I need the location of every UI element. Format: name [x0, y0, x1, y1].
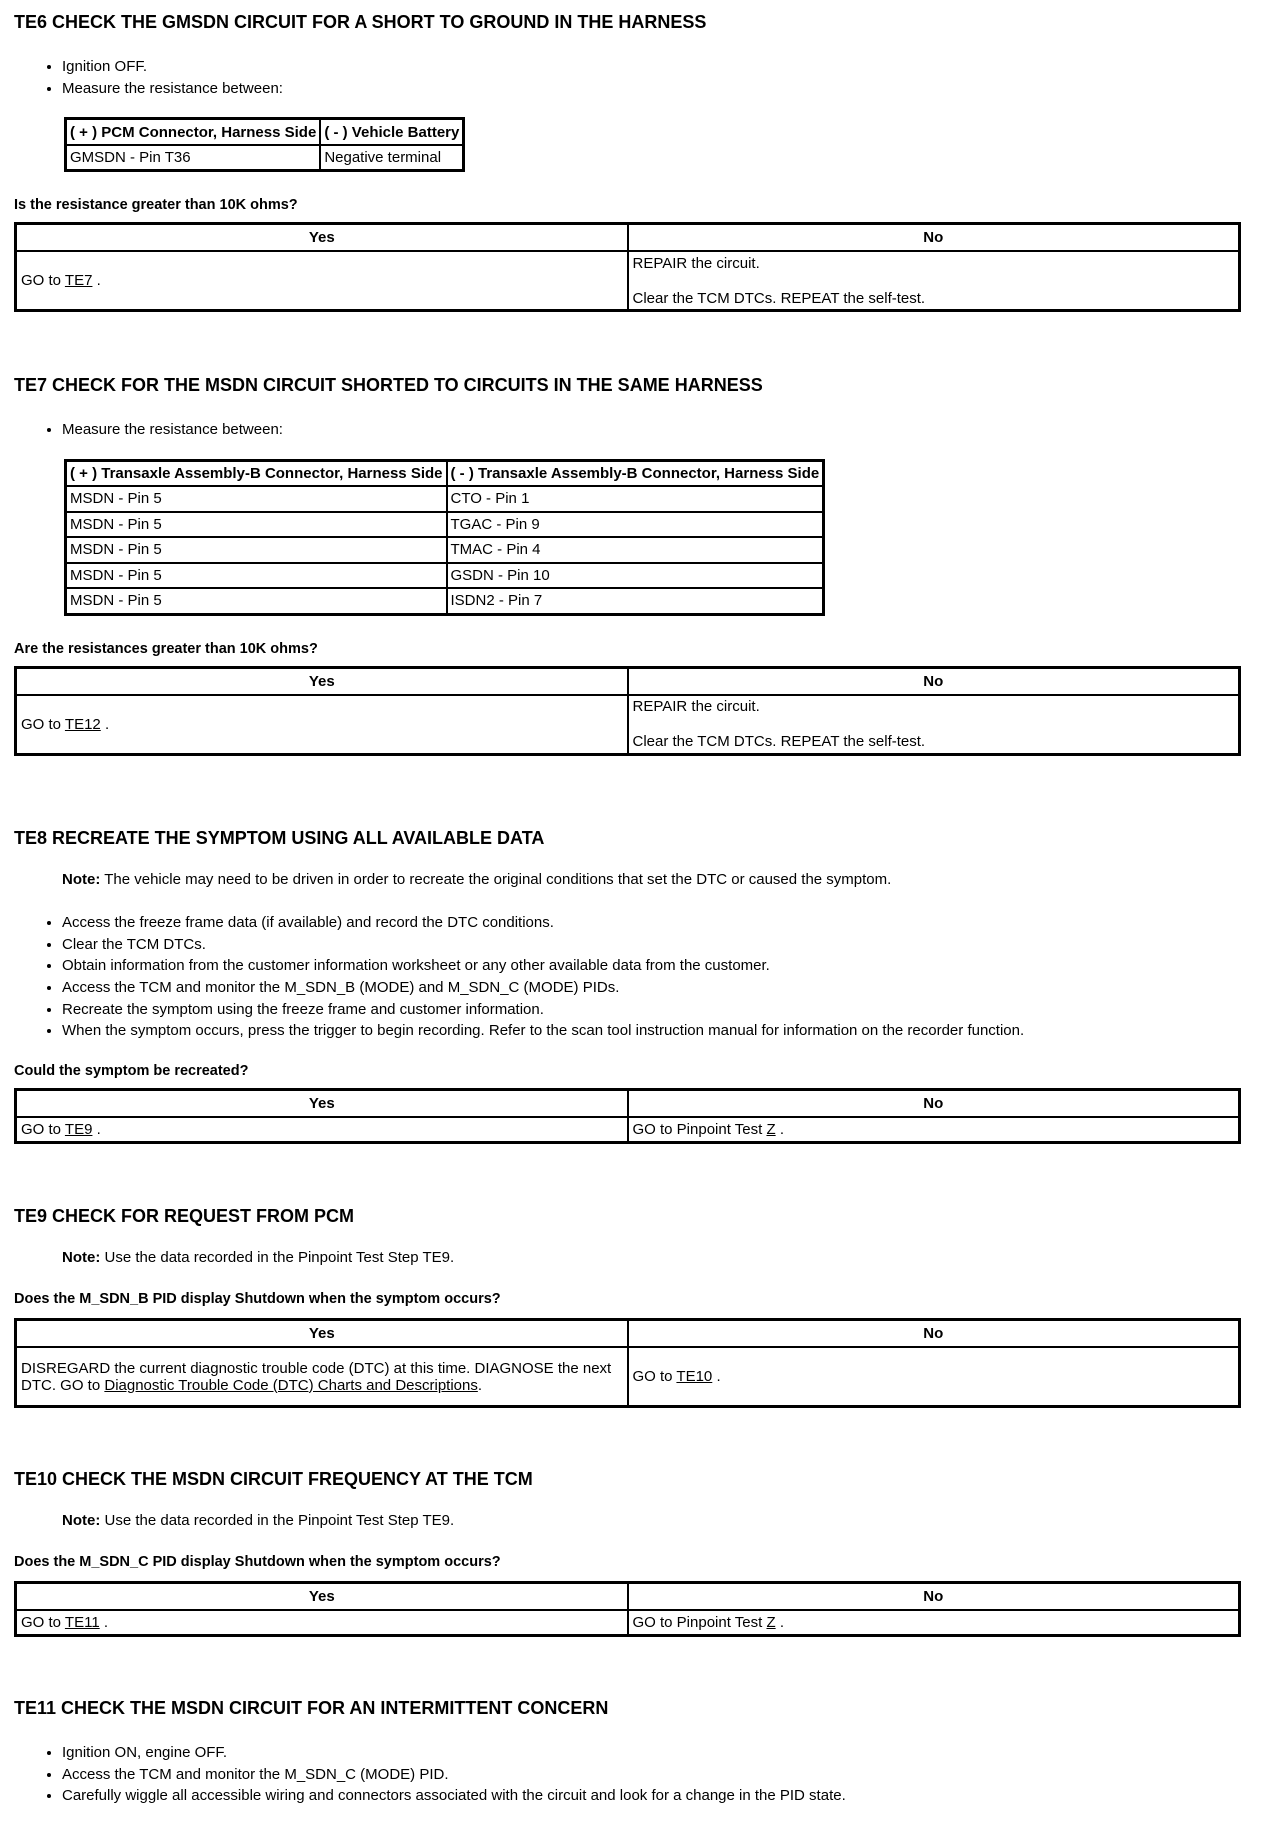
- question: Does the M_SDN_B PID display Shutdown when the symptom occurs?: [14, 1291, 501, 1307]
- cell-text: .: [779, 1121, 784, 1139]
- note-text: Use the data recorded in the Pinpoint Test Step TE9.: [100, 1512, 455, 1529]
- instruction-list: [14, 419, 1241, 441]
- yes-header: Yes: [16, 667, 628, 695]
- yes-cell: [16, 695, 628, 755]
- no-header: No: [628, 1583, 1240, 1611]
- step-title: TE10 CHECK THE MSDN CIRCUIT FREQUENCY AT THE TCM: [14, 1469, 533, 1489]
- cell-text: Clear the TCM DTCs. REPEAT the self-test.: [632, 733, 926, 751]
- list-item: • Access the TCM and monitor the M_SDN_B (MODE) and M_SDN_C (MODE) PIDs.: [62, 977, 1241, 999]
- cell-text: .: [716, 1368, 721, 1385]
- no-cell: [628, 1117, 1240, 1143]
- cell-text: REPAIR the circuit.: [632, 254, 760, 272]
- yes-header: Yes: [16, 224, 628, 252]
- question: Is the resistance greater than 10K ohms?: [14, 197, 298, 214]
- list-item: • Measure the resistance between:: [62, 419, 1241, 441]
- step-te9: [14, 1204, 1241, 1408]
- note: [62, 1247, 1241, 1269]
- note-label: Note:: [62, 1512, 101, 1529]
- step-te11: [14, 1696, 1241, 1807]
- note-text: Use the data recorded in the Pinpoint Test Step TE9.: [100, 1249, 455, 1266]
- step-title: TE7 CHECK FOR THE MSDN CIRCUIT SHORTED TO CIRCUITS IN THE SAME HARNESS: [14, 375, 763, 395]
- link-te9[interactable]: TE9: [64, 1121, 93, 1139]
- instruction-list: [14, 912, 1241, 1042]
- table-cell: Negative terminal: [320, 145, 464, 171]
- note-text: The vehicle may need to be driven in order to recreate the original conditions that set the DTC or caused the symptom.: [100, 871, 892, 888]
- list-item: • Access the TCM and monitor the M_SDN_C (MODE) PID.: [62, 1764, 1241, 1786]
- question: Are the resistances greater than 10K ohms?: [14, 640, 318, 657]
- note-label: Note:: [62, 1249, 101, 1266]
- step-title: TE6 CHECK THE GMSDN CIRCUIT FOR A SHORT TO GROUND IN THE HARNESS: [14, 12, 707, 32]
- table-row: [16, 1610, 1240, 1636]
- note: [62, 869, 1241, 891]
- list-item: • Obtain information from the customer information worksheet or any other available data from the customer.: [62, 955, 1241, 977]
- column-header: ( - ) Transaxle Assembly-B Connector, Harness Side: [447, 460, 824, 486]
- yes-cell: [16, 251, 628, 311]
- cell-text: GO to: [21, 272, 62, 290]
- table-cell: GSDN - Pin 10: [447, 563, 824, 589]
- cell-text: .: [96, 272, 101, 290]
- yes-header: Yes: [16, 1090, 628, 1118]
- cell-text: .: [779, 1614, 784, 1631]
- link-pinpoint-test-z[interactable]: Z: [766, 1614, 776, 1631]
- cell-text: DISREGARD the current diagnostic trouble code (DTC) at this time. DIAGNOSE the next DTC. GO to: [21, 1359, 612, 1394]
- step-te10: [14, 1467, 1241, 1637]
- column-header: ( + ) PCM Connector, Harness Side: [66, 119, 321, 145]
- table-row: [66, 537, 824, 563]
- list-item: • When the symptom occurs, press the trigger to begin recording. Refer to the scan tool instruction manual for information on the recorder function.: [62, 1020, 1241, 1042]
- no-cell: [628, 1347, 1240, 1407]
- link-dtc-charts[interactable]: Diagnostic Trouble Code (DTC) Charts and Descriptions: [104, 1376, 478, 1394]
- instruction-list: [14, 1742, 1241, 1807]
- link-te7[interactable]: TE7: [64, 272, 93, 290]
- yes-cell: [16, 1347, 628, 1407]
- step-title: TE11 CHECK THE MSDN CIRCUIT FOR AN INTERMITTENT CONCERN: [14, 1698, 609, 1718]
- cell-text: GO to: [21, 715, 62, 733]
- table-cell: MSDN - Pin 5: [66, 563, 447, 589]
- cell-text: GO to: [21, 1614, 62, 1631]
- list-item: • Carefully wiggle all accessible wiring and connectors associated with the circuit and look for a change in the PID state.: [62, 1785, 1241, 1807]
- step-title: TE9 CHECK FOR REQUEST FROM PCM: [14, 1206, 355, 1226]
- measurement-table: [64, 459, 825, 616]
- table-cell: MSDN - Pin 5: [66, 537, 447, 563]
- yes-no-table: [14, 1318, 1241, 1408]
- table-cell: ISDN2 - Pin 7: [447, 588, 824, 614]
- table-row: [16, 1117, 1240, 1143]
- cell-text: .: [103, 1614, 109, 1631]
- list-item: • Ignition ON, engine OFF.: [62, 1742, 1241, 1764]
- table-cell: TGAC - Pin 9: [447, 512, 824, 538]
- table-cell: MSDN - Pin 5: [66, 588, 447, 614]
- instruction-list: [14, 56, 1241, 99]
- table-cell: CTO - Pin 1: [447, 486, 824, 512]
- link-te11[interactable]: TE11: [64, 1614, 100, 1631]
- cell-text: .: [477, 1376, 483, 1394]
- note: [62, 1510, 1241, 1532]
- yes-cell: [16, 1610, 628, 1636]
- link-te10[interactable]: TE10: [676, 1368, 713, 1385]
- table-cell: MSDN - Pin 5: [66, 486, 447, 512]
- measurement-table: [64, 117, 465, 172]
- yes-no-table: [14, 222, 1241, 312]
- table-row: [66, 145, 464, 171]
- yes-no-table: [14, 1088, 1241, 1144]
- yes-no-table: [14, 666, 1241, 756]
- no-header: No: [628, 667, 1240, 695]
- cell-text: Clear the TCM DTCs. REPEAT the self-test.: [632, 289, 926, 307]
- link-te12[interactable]: TE12: [64, 715, 101, 733]
- cell-text: .: [96, 1121, 101, 1139]
- column-header: ( + ) Transaxle Assembly-B Connector, Harness Side: [66, 460, 447, 486]
- table-row: [66, 512, 824, 538]
- no-header: No: [628, 224, 1240, 252]
- list-item: • Access the freeze frame data (if available) and record the DTC conditions.: [62, 912, 1241, 934]
- table-row: [16, 1347, 1240, 1407]
- no-header: No: [628, 1090, 1240, 1118]
- no-header: No: [628, 1320, 1240, 1348]
- table-cell: TMAC - Pin 4: [447, 537, 824, 563]
- cell-text: GO to: [632, 1368, 673, 1385]
- list-item: • Measure the resistance between:: [62, 78, 1241, 100]
- step-te8: [14, 826, 1241, 1144]
- cell-text: GO to: [21, 1121, 62, 1139]
- yes-cell: [16, 1117, 628, 1143]
- table-row: [66, 486, 824, 512]
- table-row: [66, 588, 824, 614]
- yes-header: Yes: [16, 1320, 628, 1348]
- table-cell: MSDN - Pin 5: [66, 512, 447, 538]
- no-cell: [628, 251, 1240, 311]
- table-row: [16, 251, 1240, 311]
- yes-header: Yes: [16, 1583, 628, 1611]
- no-cell: [628, 695, 1240, 755]
- yes-no-table: [14, 1581, 1241, 1637]
- table-row: [66, 563, 824, 589]
- question: Could the symptom be recreated?: [14, 1063, 249, 1080]
- no-cell: [628, 1610, 1240, 1636]
- question: Does the M_SDN_C PID display Shutdown when the symptom occurs?: [14, 1554, 501, 1570]
- note-label: Note:: [62, 871, 101, 888]
- step-te6: [14, 10, 1241, 312]
- list-item: • Recreate the symptom using the freeze frame and customer information.: [62, 999, 1241, 1021]
- list-item: • Ignition OFF.: [62, 56, 1241, 78]
- table-cell: GMSDN - Pin T36: [66, 145, 321, 171]
- table-row: [16, 695, 1240, 755]
- cell-text: GO to Pinpoint Test: [632, 1121, 763, 1139]
- cell-text: REPAIR the circuit.: [632, 698, 760, 716]
- cell-text: GO to Pinpoint Test: [632, 1614, 763, 1631]
- step-title: TE8 RECREATE THE SYMPTOM USING ALL AVAILABLE DATA: [14, 828, 545, 848]
- step-te7: [14, 373, 1241, 756]
- cell-text: .: [104, 715, 110, 733]
- column-header: ( - ) Vehicle Battery: [320, 119, 464, 145]
- list-item: • Clear the TCM DTCs.: [62, 934, 1241, 956]
- link-pinpoint-test-z[interactable]: Z: [766, 1121, 776, 1139]
